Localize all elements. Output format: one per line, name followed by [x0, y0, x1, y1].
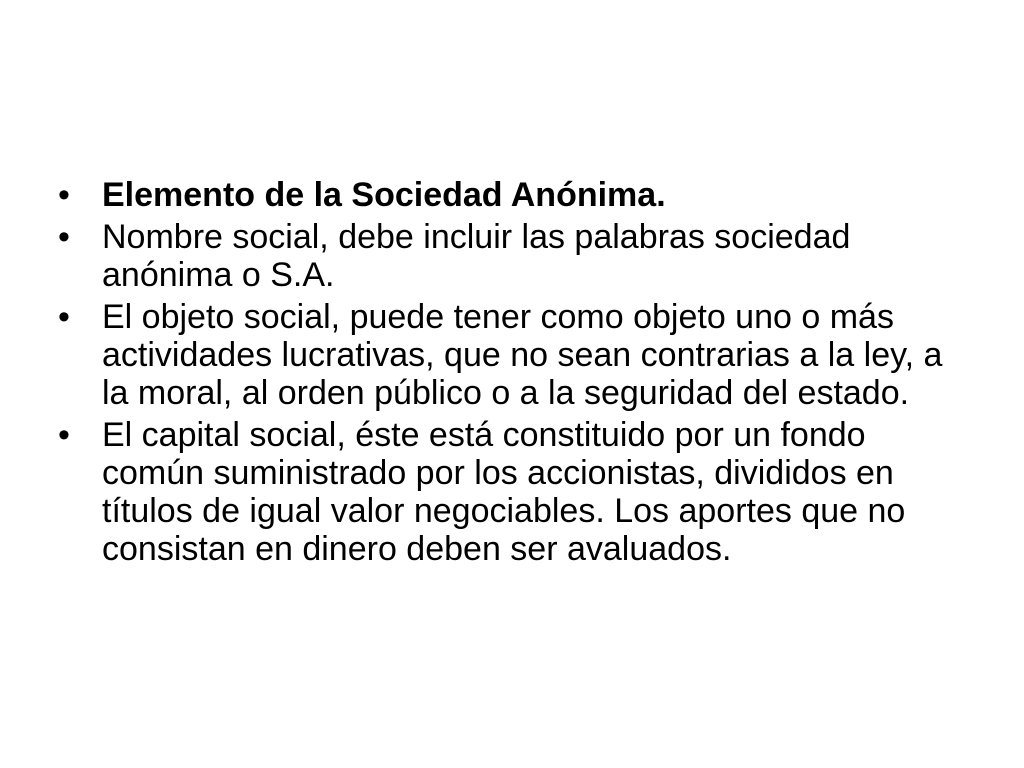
- bullet-list: [56, 176, 976, 572]
- bullet-icon: •: [58, 176, 70, 214]
- bullet-icon: •: [58, 416, 70, 454]
- bullet-text: El capital social, éste está constituido por un fondo común suministrado por los accionistas, divididos en títulos de igual valor negociables. Los aportes que no consistan en dinero deben ser avaluados.: [102, 416, 906, 568]
- bullet-item-nombre-social: [56, 218, 976, 294]
- bullet-item-capital-social: [56, 416, 976, 568]
- bullet-text: Nombre social, debe incluir las palabras sociedad anónima o S.A.: [102, 218, 851, 294]
- bullet-item-objeto-social: [56, 298, 976, 412]
- bullet-text: El objeto social, puede tener como objeto uno o más actividades lucrativas, que no sean contrarias a la ley, a la moral, al orden público o a la seguridad del estado.: [102, 298, 943, 412]
- bullet-icon: •: [58, 218, 70, 256]
- bullet-item-heading: [56, 176, 976, 214]
- bullet-icon: •: [58, 298, 70, 336]
- bullet-text: Elemento de la Sociedad Anónima.: [102, 176, 666, 214]
